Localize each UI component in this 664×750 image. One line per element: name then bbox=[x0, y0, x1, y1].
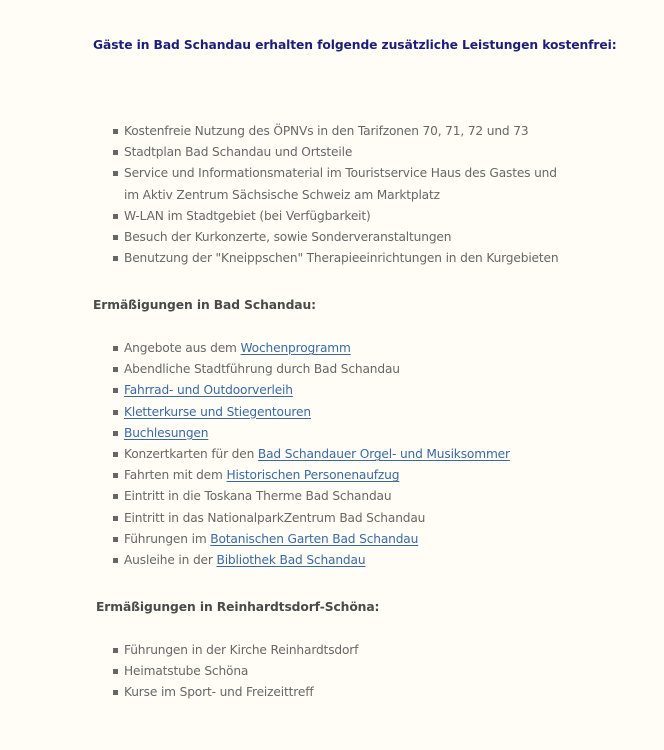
list-item bbox=[0, 338, 580, 359]
free-services-list bbox=[0, 121, 580, 269]
list-item bbox=[0, 444, 580, 465]
bibliothek-link[interactable]: Bibliothek Bad Schandau bbox=[216, 553, 366, 568]
list-item-text: Eintritt in das NationalparkZentrum Bad Schandau bbox=[124, 510, 426, 525]
list-item bbox=[0, 423, 580, 444]
list-item-text: Eintritt in die Toskana Therme Bad Schandau bbox=[124, 489, 392, 504]
list-item: Service und Informationsmaterial im Touristservice Haus des Gastes und im Aktiv Zentrum Sächsische Schweiz am Marktplatz bbox=[0, 163, 580, 205]
list-item bbox=[0, 529, 580, 550]
list-item-text: Fahrten mit dem bbox=[124, 468, 227, 483]
list-item-text: Führungen im bbox=[124, 531, 211, 546]
bad-schandau-discounts-heading: Ermäßigungen in Bad Schandau: bbox=[93, 298, 316, 312]
list-item: W-LAN im Stadtgebiet (bei Verfügbarkeit) bbox=[0, 206, 580, 227]
buchlesungen-link[interactable]: Buchlesungen bbox=[124, 425, 209, 440]
bad-schandau-discounts-list bbox=[0, 338, 580, 571]
reinhardtsdorf-discounts-list bbox=[0, 640, 580, 704]
list-item bbox=[0, 508, 580, 529]
list-item: Kostenfreie Nutzung des ÖPNVs in den Tarifzonen 70, 71, 72 und 73 bbox=[0, 121, 580, 142]
list-item: Führungen in der Kirche Reinhardtsdorf bbox=[0, 640, 580, 661]
wochenprogramm-link[interactable]: Wochenprogramm bbox=[240, 341, 351, 355]
list-item bbox=[0, 465, 580, 486]
list-item-text: Angebote aus dem bbox=[124, 341, 241, 355]
fahrrad-outdoorverleih-link[interactable]: Fahrrad- und Outdoorverleih bbox=[124, 383, 293, 398]
free-services-heading: Gäste in Bad Schandau erhalten folgende zusätzliche Leistungen kostenfrei: bbox=[93, 38, 617, 52]
list-item-text: Konzertkarten für den bbox=[124, 447, 258, 462]
list-item bbox=[0, 359, 580, 380]
personenaufzug-link[interactable]: Historischen Personenaufzug bbox=[226, 468, 400, 483]
list-item-text: Abendliche Stadtführung durch Bad Schandau bbox=[124, 362, 400, 377]
list-item bbox=[0, 402, 580, 423]
botanischer-garten-link[interactable]: Botanischen Garten Bad Schandau bbox=[210, 531, 419, 546]
list-item bbox=[0, 380, 580, 401]
reinhardtsdorf-discounts-heading: Ermäßigungen in Reinhardtsdorf-Schöna: bbox=[96, 600, 380, 614]
list-item bbox=[0, 486, 580, 507]
list-item: Heimatstube Schöna bbox=[0, 661, 580, 682]
list-item: Kurse im Sport- und Freizeittreff bbox=[0, 682, 580, 703]
list-item: Benutzung der "Kneippschen" Therapieeinrichtungen in den Kurgebieten bbox=[0, 248, 580, 269]
list-item: Stadtplan Bad Schandau und Ortsteile bbox=[0, 142, 580, 163]
list-item-text: Ausleihe in der bbox=[124, 553, 217, 568]
kletterkurse-link[interactable]: Kletterkurse und Stiegentouren bbox=[124, 404, 311, 419]
list-item: Besuch der Kurkonzerte, sowie Sonderveranstaltungen bbox=[0, 227, 580, 248]
orgel-musiksommer-link[interactable]: Bad Schandauer Orgel- und Musiksommer bbox=[257, 447, 510, 462]
list-item bbox=[0, 550, 580, 571]
